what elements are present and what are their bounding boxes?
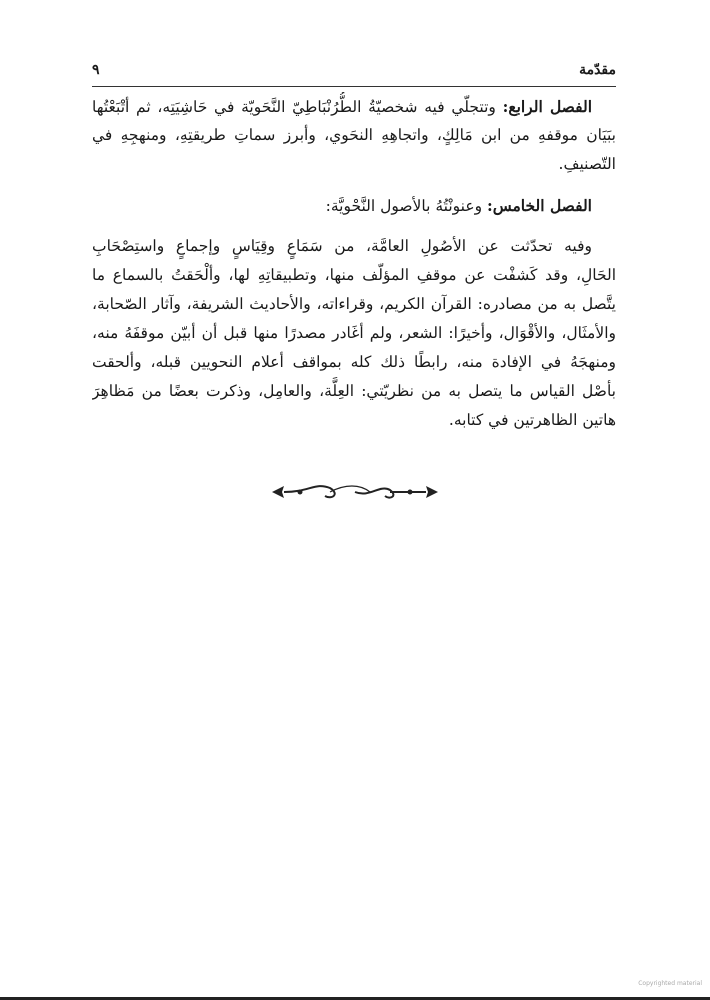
page-number: ٩ <box>92 62 100 78</box>
running-header <box>92 60 616 87</box>
paragraph-line: ومنهجَهُ في الإفادة منه، رابطًا ذلك كله بمواقف أعلام النحويين قبله، وألحقت <box>92 353 616 371</box>
chapter4-line-2: ببَيَان موقفهِ من ابن مَالِكٍ، واتجاهِهِ النحَوي، وأبرز سماتِ طريقتِهِ، ومنهجِهِ في <box>92 126 616 144</box>
chapter4-line-3: التّصنيفِ. <box>558 155 616 173</box>
chapter5-heading <box>92 191 616 220</box>
chapter4-line-1 <box>92 92 616 121</box>
chapter5-label: الفصل الخامس: <box>487 196 592 215</box>
paragraph-line: بأصْل القياس ما يتصل به من نظريّتي: العِلَّة، والعامِل، وذكرت بعضًا من مَظاهِرَ <box>92 382 616 400</box>
paragraph-line: يتَّصل به من مصادره: القرآن الكريم، وقراءاته، والأحاديث الشريفة، وآثار الصّحابة، <box>92 295 616 313</box>
paragraph-line: والأمثَال، والأقْوَال، وأخيرًا: الشعر، ولم أغَادر مصدرًا منها قبل أن أبيّن موقفَهُ منه، <box>92 324 616 342</box>
chapter4-label: الفصل الرابع: <box>502 97 592 116</box>
copyright-watermark: Copyrighted material <box>638 980 702 987</box>
chapter5-text: وعنونْتُهُ بالأصول النَّحْويَّة: <box>325 197 483 215</box>
page-body <box>92 92 616 435</box>
paragraph-line: وفيه تحدّثت عن الأصُولِ العامَّة، من سَمَاعٍ وقِيَاسٍ وإجماعٍ واستِصْحَابِ <box>92 237 592 255</box>
paragraph-line: هاتين الظاهرتين في كتابه. <box>448 411 616 429</box>
header-title: مقدّمة <box>579 62 616 78</box>
paragraph-line: الحَالِ، وقد كَشفْت عن موقفِ المؤلّف منها، وتطبيقاتِهِ لها، وألْحَقتُ بالسماع ما <box>92 266 616 284</box>
ornament-divider-icon <box>270 480 440 504</box>
chapter4-text-1: وتتجلّي فيه شخصيّةُ الطُّرُنْبَاطِيّ النَّحَويّة في حَاشِيَتِه، ثم أتْبَعْتُها <box>92 98 496 116</box>
